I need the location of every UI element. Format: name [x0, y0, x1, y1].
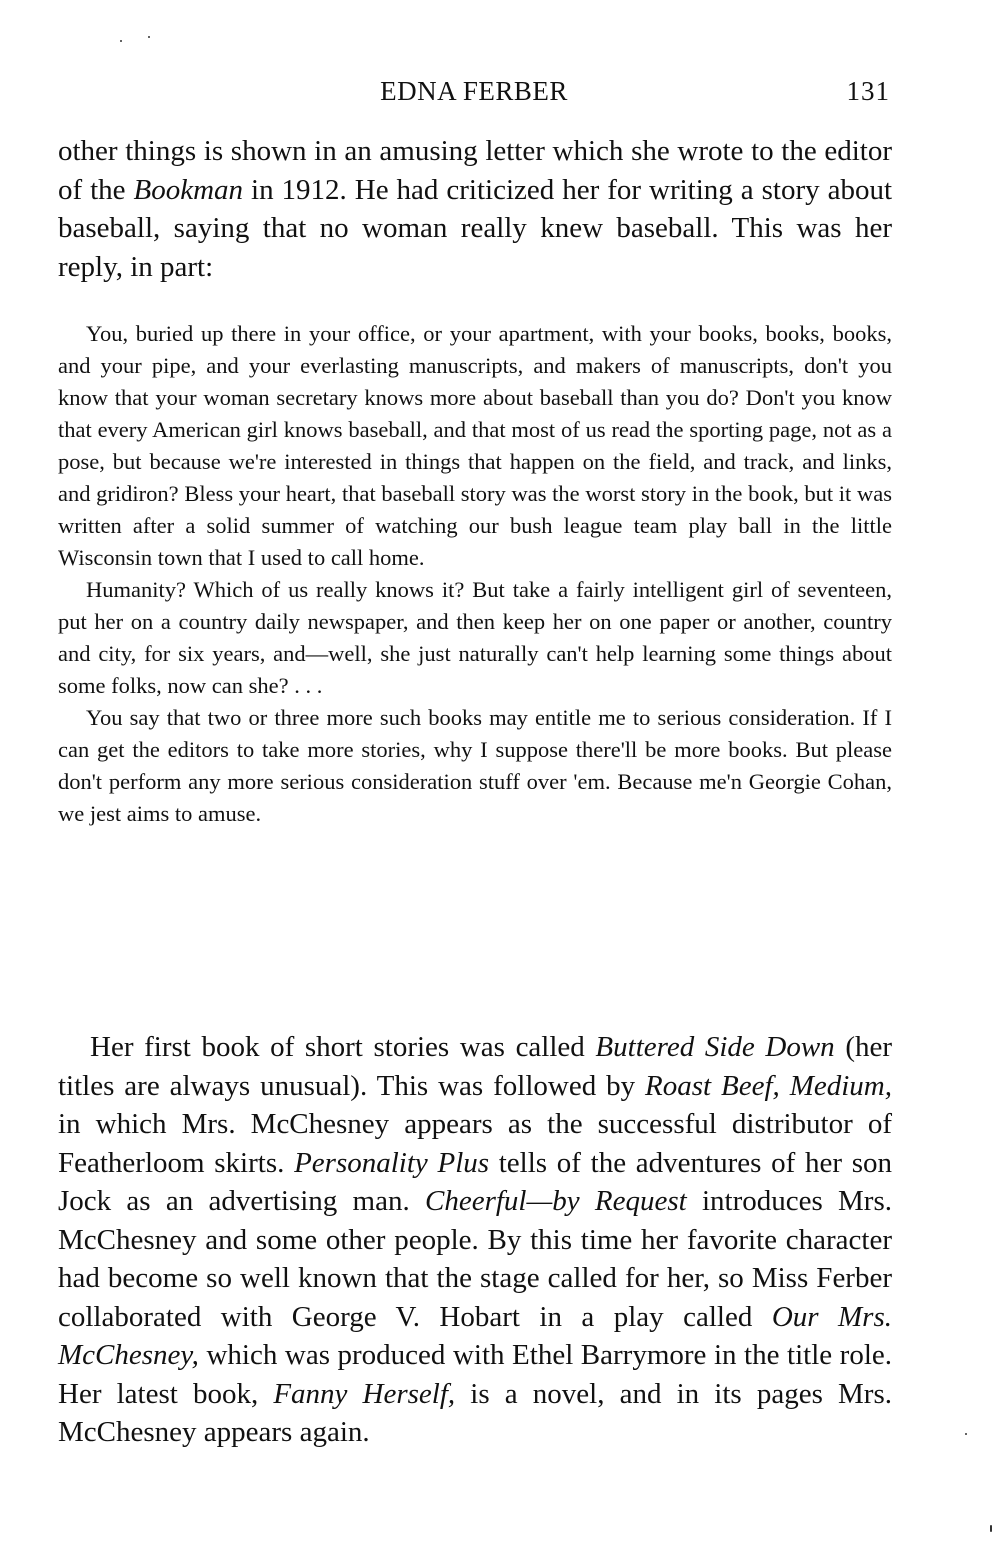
quote-paragraph-2: Humanity? Which of us really knows it? But take a fairly intelligent girl of seventeen, put her on a country daily newspaper, and then keep her on one paper or another, country and city, for six years, and—well, she just naturally can't help learning some things about some folks, now can she? . . . — [58, 577, 892, 698]
page-number: 131 — [846, 76, 890, 106]
second-text-1: Her first book of short stories was called — [90, 1031, 596, 1063]
title-buttered-side-down: Buttered Side Down — [595, 1031, 835, 1063]
intro-text-2: in 1912. He had criticized her for writing a story about baseball, saying that no woman really knew baseball. This was her reply, in part: — [58, 173, 892, 283]
scan-speck — [990, 1525, 992, 1532]
second-paragraph — [58, 1028, 892, 1452]
scan-speck — [120, 40, 122, 42]
quote-paragraph-1: You, buried up there in your office, or your apartment, with your books, books, books, and your pipe, and your everlasting manuscripts, and makers of manuscripts, don't you know that your woman secretary knows more about baseball than you do? Don't you know that every American girl knows baseball, and that most of us read the sporting page, not as a pose, but because we're interested in things that happen on the field, and track, and links, and gridiron? Bless your heart, that baseball story was the worst story in the book, but it was written after a solid summer of watching our bush league team play ball in the little Wisconsin town that I used to call home. — [58, 321, 892, 570]
quote-paragraph-3: You say that two or three more such books may entitle me to serious consideration. If I can get the editors to take more stories, why I suppose there'll be more books. But please don't perform any more serious consideration stuff over 'em. Because me'n Georgie Cohan, we jest aims to amuse. — [58, 705, 892, 826]
title-personality-plus: Personality Plus — [294, 1146, 490, 1179]
second-text-2: (her titles are always unusual). This was followed by — [58, 1031, 893, 1102]
running-title: EDNA FERBER — [380, 76, 568, 106]
second-text-3: in which Mrs. McChesney appears as the successful distributor of Featherloom skirts. — [58, 1108, 892, 1179]
title-our-mrs-mcchesney: Our Mrs. McChesney, — [58, 1300, 892, 1371]
second-text-5: introduces Mrs. McChesney and some other people. By this time her favorite character had become so well known that the stage called for her, so Miss Ferber collaborated with George V. Hobart in a play called — [58, 1185, 892, 1333]
letter-quote — [58, 318, 892, 830]
title-fanny-herself: Fanny Herself, — [273, 1377, 456, 1410]
running-header — [58, 76, 890, 110]
intro-paragraph — [58, 132, 892, 286]
second-text-6: which was produced with Ethel Barrymore in the title role. Her latest book, — [58, 1339, 892, 1410]
second-text-7: is a novel, and in its pages Mrs. McChesney appears again. — [58, 1377, 892, 1448]
title-roast-beef-medium: Roast Beef, Medium, — [645, 1069, 892, 1102]
intro-italic-title: Bookman — [133, 173, 244, 206]
scan-speck — [965, 1433, 967, 1435]
scan-speck — [148, 36, 150, 38]
title-cheerful-by-request: Cheerful—by Request — [425, 1185, 687, 1217]
intro-text-1: other things is shown in an amusing letter which she wrote to the editor of the — [58, 135, 892, 206]
second-text-4: tells of the adventures of her son Jock as an advertising man. — [58, 1146, 892, 1217]
